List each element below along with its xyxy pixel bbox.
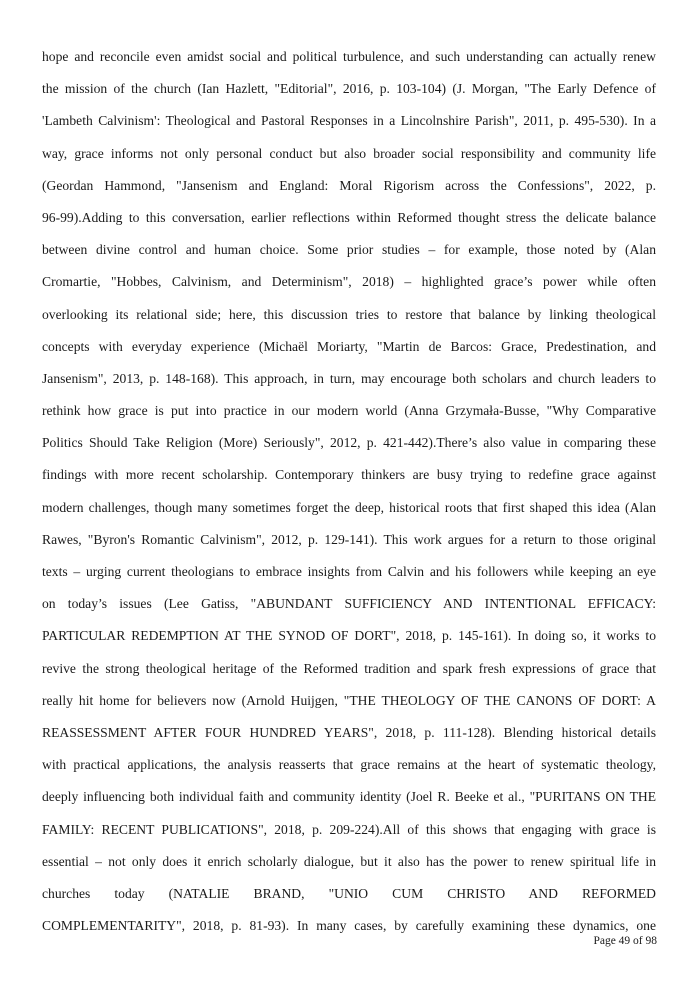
text-line: really hit home for believers now (Arnold Huijgen, "THE THEOLOGY OF THE CANONS OF DORT: A <box>42 692 656 708</box>
text-line: hope and reconcile even amidst social and political turbulence, and such understanding can actually renew <box>42 49 656 64</box>
text-line: deeply influencing both individual faith and community identity (Joel R. Beeke et al., "PURITANS ON THE <box>42 789 656 805</box>
text-line: (Geordan Hammond, "Jansenism and England: Moral Rigorism across the Confessions", 2022, p. <box>42 177 656 193</box>
text-line: way, grace informs not only personal conduct but also broader social responsibility and community life <box>42 145 656 161</box>
page-number: Page 49 of 98 <box>593 935 657 947</box>
text-line: Rawes, "Byron's Romantic Calvinism", 2012, p. 129-141). This work argues for a return to those original <box>42 531 656 547</box>
text-line: churches today (NATALIE BRAND, "UNIO CUM CHRISTO AND REFORMED <box>42 885 656 901</box>
text-line: overlooking its relational side; here, this discussion tries to restore that balance by linking theological <box>42 306 656 322</box>
text-line: PARTICULAR REDEMPTION AT THE SYNOD OF DORT", 2018, p. 145-161). In doing so, it works to <box>42 628 656 644</box>
text-line: 'Lambeth Calvinism': Theological and Pastoral Responses in a Lincolnshire Parish", 2011, p. 495-530). In a <box>42 113 656 129</box>
text-line: Cromartie, "Hobbes, Calvinism, and Determinism", 2018) – highlighted grace’s power while often <box>42 274 656 290</box>
text-line: FAMILY: RECENT PUBLICATIONS", 2018, p. 209-224).All of this shows that engaging with grace is <box>42 821 656 837</box>
text-line: Jansenism", 2013, p. 148-168). This approach, in turn, may encourage both scholars and church leaders to <box>42 370 656 386</box>
text-line: concepts with everyday experience (Michaël Moriarty, "Martin de Barcos: Grace, Predestination, and <box>42 338 656 354</box>
text-line: the mission of the church (Ian Hazlett, "Editorial", 2016, p. 103-104) (J. Morgan, "The Early Defence of <box>42 81 656 97</box>
text-line: REASSESSMENT AFTER FOUR HUNDRED YEARS", 2018, p. 111-128). Blending historical details <box>42 724 656 740</box>
text-line: essential – not only does it enrich scholarly dialogue, but it also has the power to renew spiritual life in <box>42 853 656 869</box>
text-line: Politics Should Take Religion (More) Seriously", 2012, p. 421-442).There’s also value in comparing these <box>42 435 656 451</box>
text-line: between divine control and human choice. Some prior studies – for example, those noted by (Alan <box>42 242 656 258</box>
text-line: with practical applications, the analysis reasserts that grace remains at the heart of systematic theology, <box>42 757 656 773</box>
text-line: rethink how grace is put into practice in our modern world (Anna Grzymała-Busse, "Why Comparative <box>42 403 656 419</box>
text-line: on today’s issues (Lee Gatiss, "ABUNDANT SUFFICIENCY AND INTENTIONAL EFFICACY: <box>42 596 656 612</box>
body-paragraph <box>42 41 656 942</box>
text-line: 96-99).Adding to this conversation, earlier reflections within Reformed thought stress the delicate balance <box>42 209 656 225</box>
text-line: revive the strong theological heritage of the Reformed tradition and spark fresh expressions of grace that <box>42 660 656 676</box>
text-line: modern challenges, though many sometimes forget the deep, historical roots that first shaped this idea (Alan <box>42 499 656 515</box>
text-line: texts – urging current theologians to embrace insights from Calvin and his followers while keeping an eye <box>42 564 656 579</box>
text-line: COMPLEMENTARITY", 2018, p. 81-93). In many cases, by carefully examining these dynamics, one <box>42 918 656 934</box>
text-line: findings with more recent scholarship. Contemporary thinkers are busy trying to redefine grace against <box>42 467 656 483</box>
